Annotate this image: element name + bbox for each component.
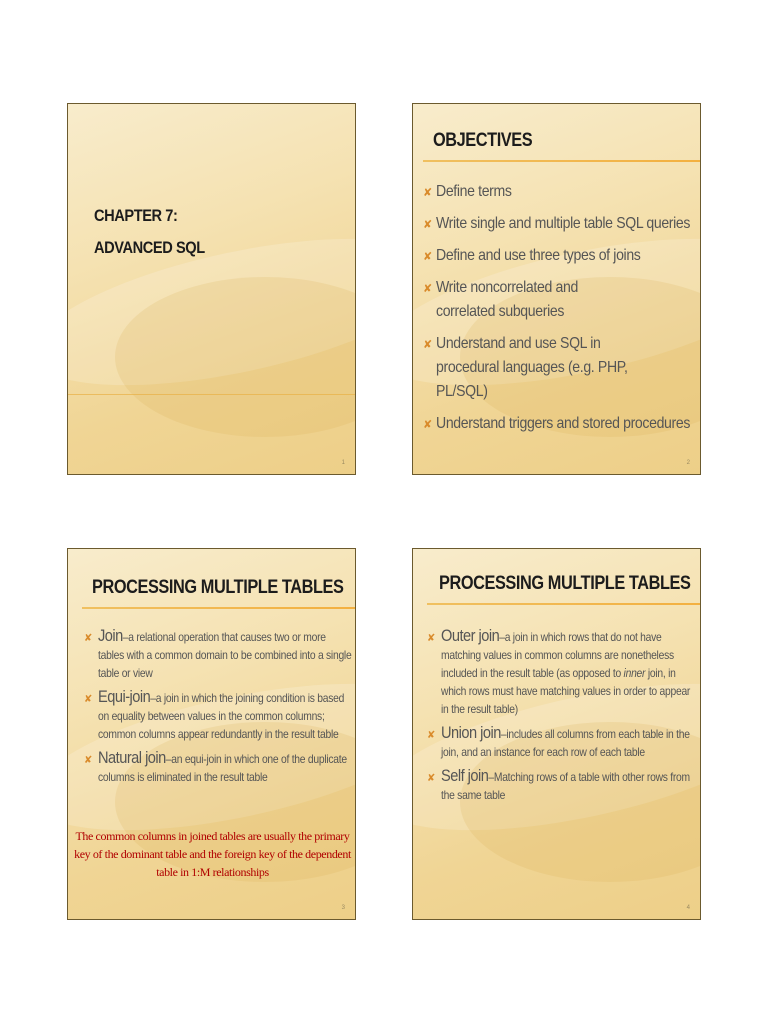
list-item <box>427 627 689 718</box>
slide-2-page-number: 2 <box>686 460 690 466</box>
slide-3-title-underline <box>82 607 356 609</box>
slide-4-title: PROCESSING MULTIPLE TABLES <box>439 573 691 594</box>
list-item <box>427 724 689 761</box>
slide-3 <box>67 548 356 920</box>
slide-4-title-underline <box>427 603 701 605</box>
slide-1 <box>67 103 356 475</box>
x-mark-icon: ✘ <box>427 773 436 784</box>
list-item: ✘ Define and use three types of joins <box>423 244 688 268</box>
join-types-list <box>427 627 689 810</box>
x-mark-icon: ✘ <box>84 633 93 644</box>
list-item <box>427 767 689 804</box>
x-mark-icon: ✘ <box>423 251 432 263</box>
x-mark-icon: ✘ <box>427 633 436 644</box>
term: Equi-join <box>98 687 151 706</box>
definition: –includes all columns from each table in the join, and an instance for each row of each table <box>441 727 690 759</box>
slide-1-title-line-1: CHAPTER 7: <box>94 206 178 225</box>
relationship-note: The common columns in joined tables are usually the primary key of the dominant table and the foreign key of the dependent table in 1:M relationships <box>74 829 351 879</box>
slide-2-title-underline <box>423 160 701 162</box>
slide-2 <box>412 103 701 475</box>
term: Outer join <box>441 626 500 645</box>
x-mark-icon: ✘ <box>423 187 432 199</box>
x-mark-icon: ✘ <box>423 419 432 431</box>
slide-4 <box>412 548 701 920</box>
term: Natural join <box>98 748 166 767</box>
slide-3-title: PROCESSING MULTIPLE TABLES <box>92 577 344 598</box>
list-item: ✘ Understand and use SQL in procedural languages (e.g. PHP, PL/SQL) <box>423 335 628 400</box>
term: Union join <box>441 723 501 742</box>
x-mark-icon: ✘ <box>423 339 432 351</box>
definition: –an equi-join in which one of the duplicate columns is eliminated in the result table <box>98 752 347 784</box>
x-mark-icon: ✘ <box>84 755 93 766</box>
list-item <box>84 626 352 682</box>
definition: –a relational operation that causes two or more tables with a common domain to be combined into a single table or view <box>98 630 352 680</box>
term: Self join <box>441 766 489 785</box>
slide-4-page-number: 4 <box>686 905 690 911</box>
slide-3-page-number: 3 <box>341 905 345 911</box>
list-item: ✘ Define terms <box>423 180 688 204</box>
definition: –a join in which the joining condition is based on equality between values in the common columns; common columns appear redundantly in the result table <box>98 691 345 741</box>
list-item: ✘ Write noncorrelated and correlated subqueries <box>423 279 578 320</box>
x-mark-icon: ✘ <box>423 283 432 295</box>
definition-part: join, in which rows must have matching values in order to appear in the result table) <box>441 666 691 716</box>
slide-1-title-line-2: ADVANCED SQL <box>94 238 205 257</box>
term: Join <box>98 626 123 645</box>
list-item <box>84 688 344 743</box>
definition-part: –a join in which rows that do not have matching values in common columns are nonetheless included in the result table (as opposed to <box>441 630 674 680</box>
definition-emphasis: inner <box>623 666 646 680</box>
join-terms-list <box>84 626 352 792</box>
slide-1-page-number: 1 <box>341 460 345 466</box>
x-mark-icon: ✘ <box>84 694 93 705</box>
slide-1-divider <box>68 394 356 395</box>
objectives-list <box>423 180 691 436</box>
list-item: ✘ Understand triggers and stored procedures <box>423 412 688 436</box>
slide-2-title: OBJECTIVES <box>433 130 533 151</box>
list-item <box>84 748 347 786</box>
definition: –Matching rows of a table with other rows from the same table <box>441 770 690 802</box>
list-item: ✘ Write single and multiple table SQL queries <box>423 212 688 236</box>
x-mark-icon: ✘ <box>423 219 432 231</box>
x-mark-icon: ✘ <box>427 730 436 741</box>
